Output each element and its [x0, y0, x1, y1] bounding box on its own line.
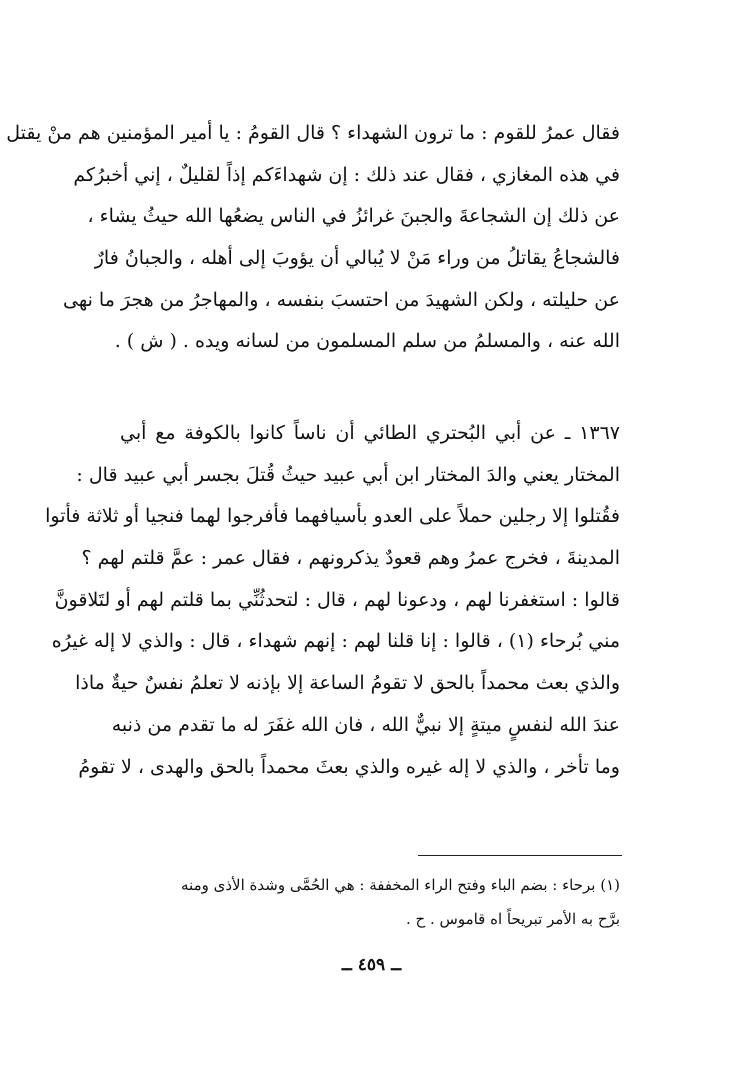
text-line: الله عنه ، والمسلمُ من سلم المسلمون من لسانه ويده . ( ش ) .	[114, 330, 620, 353]
paragraph-main-text	[6, 113, 620, 363]
footnotes	[120, 868, 620, 936]
paragraph-hadith-1367	[45, 413, 620, 788]
text-line: عن حليلته ، ولكن الشهيدَ من احتسبَ بنفسه ، والمهاجرُ من هجرَ ما نهى	[63, 288, 620, 311]
text-line: وما تأخر ، والذي لا إله غيره والذي بعثَ محمداً بالحق والهدى ، لا تقومُ	[78, 755, 620, 778]
text-line: مني بُرحاء (١) ، قالوا : إنا قلنا لهم : إنهم شهداء ، قال : والذي لا إله غيرُه	[51, 630, 620, 653]
text-line: فقُتلوا إلا رجلين حملاً على العدو بأسيافهما فأفرجوا لهما فنجيا أو ثلاثة فأتوا	[45, 505, 620, 528]
text-line: عندَ الله لنفسٍ ميتةٍ إلا نبيٌّ الله ، فان الله غفَرَ له ما تقدم من ذنبه	[111, 713, 620, 736]
text-line: المدينةَ ، فخرج عمرُ وهم قعودٌ يذكرونهم ، فقال عمر : عمَّ قلتم لهم ؟	[81, 547, 620, 570]
text-line: فالشجاعُ يقاتلُ من وراء مَنْ لا يُبالي أن يؤوبَ إلى أهله ، والجبانُ فارٌ	[94, 247, 620, 270]
text-line: والذي بعث محمداً بالحق لا تقومُ الساعة إلا بإذنه لا تعلمُ نفسٌ حيةٌ ماذا	[75, 672, 620, 695]
footnote-line: (١) برحاء : بضم الباء وفتح الراء المخففة : هي الحُمَّى وشدة الأذى ومنه	[181, 876, 620, 894]
text-line: عن ذلك إن الشجاعةَ والجبنَ غرائزُ في الناس يضعُها الله حيثُ يشاء ،	[87, 205, 620, 228]
text-line: ١٣٦٧ ـ عن أبي البُحتري الطائي أن ناساً كانوا بالكوفة مع أبي	[120, 422, 620, 444]
page-number: ــ ٤٥٩ ــ	[341, 955, 402, 975]
text-line: قالوا : استغفرنا لهم ، ودعونا لهم ، قال : لتحدثُنِّي بما قلتم لهم أو لتَلاقونَّ	[54, 588, 620, 611]
text-line: المختار يعني والدَ المختار ابن أبي عبيد حيثُ قُتلَ بجسر أبي عبيد قال :	[76, 463, 620, 486]
footnote-line: برَّح به الأمر تبريحاً اه قاموس . ح .	[405, 910, 620, 928]
footnote-divider	[418, 855, 622, 856]
text-line: فقال عمرُ للقوم : ما ترون الشهداء ؟ قال القومُ : يا أمير المؤمنين هم منْ يقتل	[6, 122, 620, 144]
text-line: في هذه المغازي ، فقال عند ذلك : إن شهداءَكم إذاً لقليلٌ ، إني أخبرُكم	[73, 163, 620, 186]
